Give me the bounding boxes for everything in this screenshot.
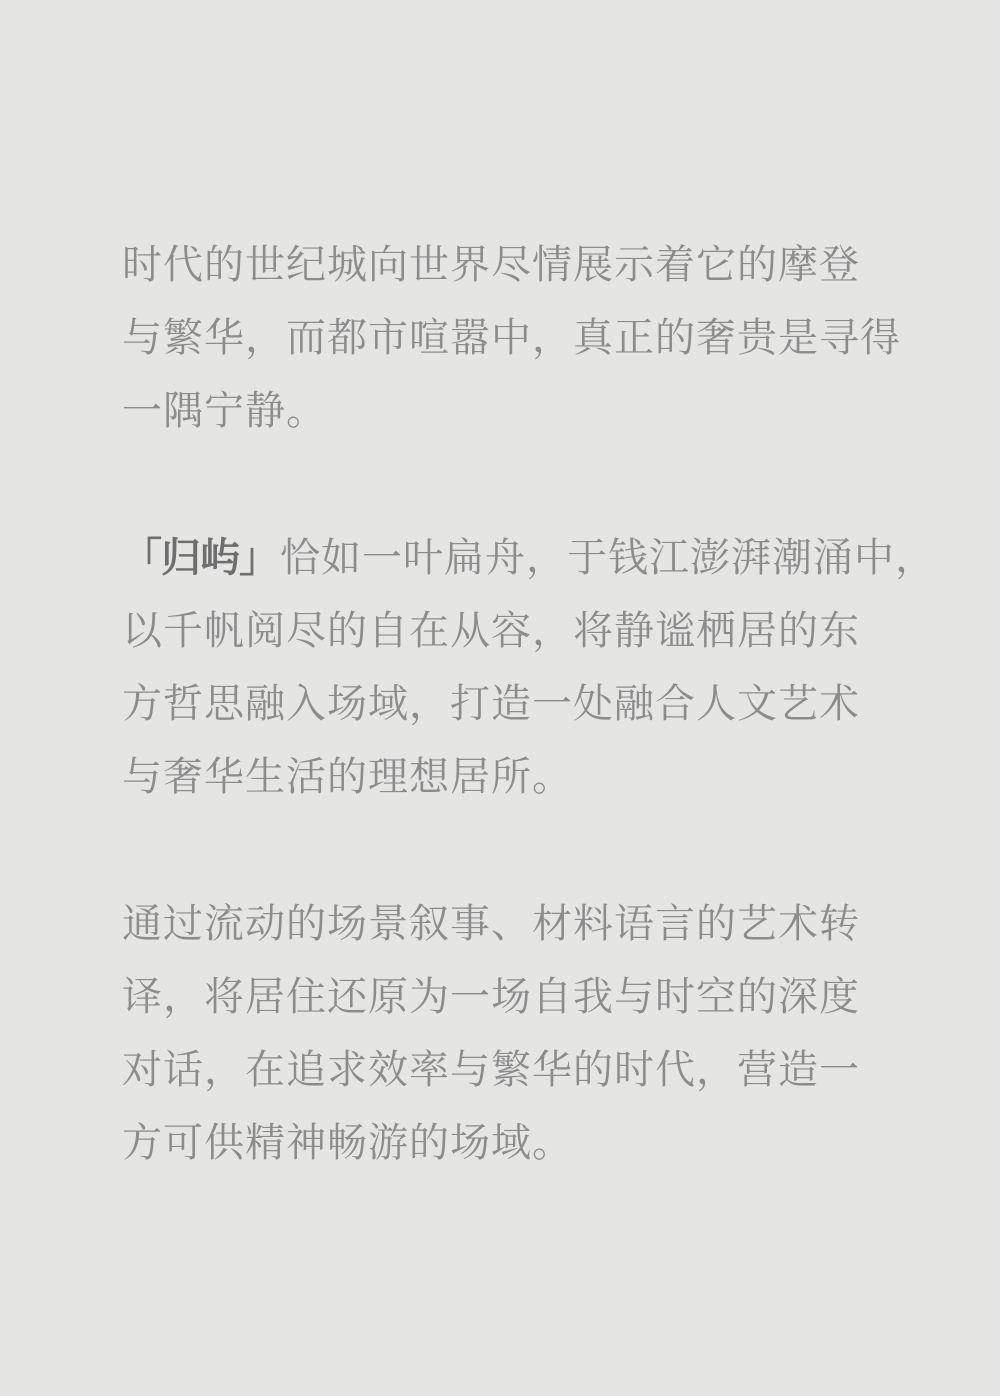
text-line: 方可供精神畅游的场域。: [122, 1121, 573, 1165]
text-line: 时代的世纪城向世界尽情展示着它的摩登: [122, 243, 860, 287]
paragraph-concept: [122, 888, 922, 1180]
text-line: 与奢华生活的理想居所。: [122, 755, 573, 799]
text-line: 一隅宁静。: [122, 389, 327, 433]
text-line-rest: 恰如一叶扁舟，于钱江澎湃潮涌中，: [280, 536, 936, 580]
project-name-bold: 「归屿」: [122, 536, 278, 580]
paragraph-guiyu: [122, 522, 936, 814]
text-line: [122, 522, 936, 595]
article-body: [122, 229, 936, 1180]
text-line: 译，将居住还原为一场自我与时空的深度: [122, 975, 860, 1019]
text-line: 以千帆阅尽的自在从容，将静谧栖居的东: [122, 609, 860, 653]
text-line: 方哲思融入场域，打造一处融合人文艺术: [122, 682, 860, 726]
text-line: 通过流动的场景叙事、材料语言的艺术转: [122, 902, 860, 946]
text-line: 对话，在追求效率与繁华的时代，营造一: [122, 1048, 860, 1092]
paragraph-intro: [122, 229, 922, 448]
text-line: 与繁华，而都市喧嚣中，真正的奢贵是寻得: [122, 316, 901, 360]
